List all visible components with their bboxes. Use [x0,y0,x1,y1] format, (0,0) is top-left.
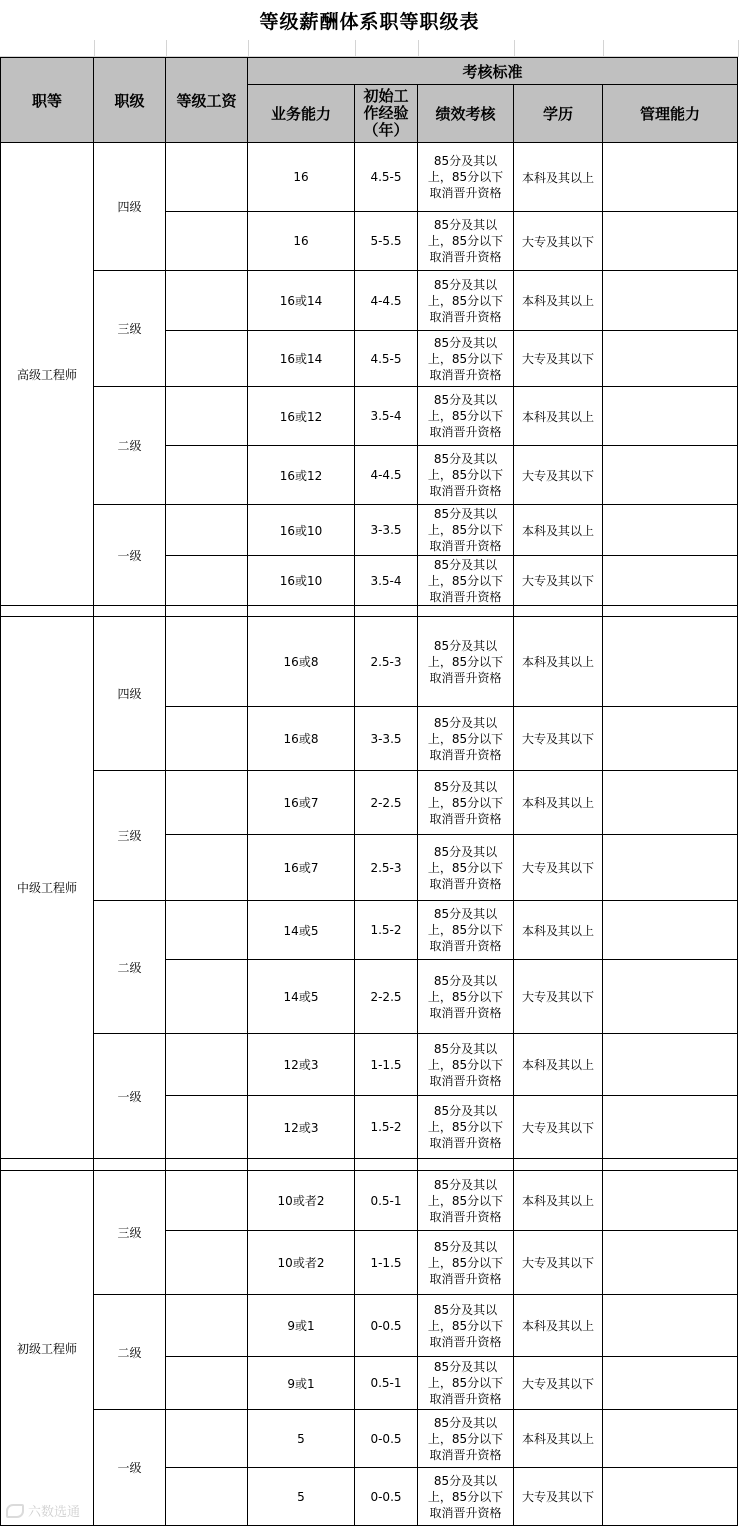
business-cell[interactable]: 16或12 [248,446,355,505]
salary-cell[interactable] [166,212,248,271]
salary-cell[interactable] [166,556,248,606]
salary-cell[interactable] [166,505,248,556]
education-cell[interactable]: 本科及其以上 [514,771,603,835]
separator-cell[interactable] [514,1159,603,1171]
management-cell[interactable] [603,212,738,271]
performance-cell[interactable]: 85分及其以上，85分以下取消晋升资格 [418,1295,514,1357]
performance-cell[interactable]: 85分及其以上，85分以下取消晋升资格 [418,446,514,505]
management-cell[interactable] [603,960,738,1034]
header-education[interactable]: 学历 [514,85,603,143]
level-cell[interactable]: 三级 [94,1171,166,1295]
empty-cell[interactable] [603,40,739,57]
salary-cell[interactable] [166,143,248,212]
empty-cell[interactable] [248,40,356,57]
separator-cell[interactable] [0,606,94,617]
experience-cell[interactable]: 3-3.5 [355,707,418,771]
education-cell[interactable]: 大专及其以下 [514,1468,603,1526]
performance-cell[interactable]: 85分及其以上，85分以下取消晋升资格 [418,617,514,707]
experience-cell[interactable]: 0-0.5 [355,1295,418,1357]
experience-cell[interactable]: 5-5.5 [355,212,418,271]
separator-cell[interactable] [418,1159,514,1171]
education-cell[interactable]: 本科及其以上 [514,617,603,707]
experience-cell[interactable]: 3.5-4 [355,387,418,446]
management-cell[interactable] [603,1295,738,1357]
salary-cell[interactable] [166,1468,248,1526]
separator-cell[interactable] [355,606,418,617]
education-cell[interactable]: 大专及其以下 [514,1357,603,1410]
level-cell[interactable]: 一级 [94,1034,166,1159]
performance-cell[interactable]: 85分及其以上，85分以下取消晋升资格 [418,1034,514,1096]
experience-cell[interactable]: 2.5-3 [355,617,418,707]
separator-cell[interactable] [418,606,514,617]
experience-cell[interactable]: 0.5-1 [355,1357,418,1410]
header-grade[interactable]: 职等 [0,57,94,143]
experience-cell[interactable]: 2-2.5 [355,771,418,835]
header-salary[interactable]: 等级工资 [166,57,248,143]
education-cell[interactable]: 本科及其以上 [514,1410,603,1468]
management-cell[interactable] [603,331,738,387]
management-cell[interactable] [603,556,738,606]
level-cell[interactable]: 三级 [94,271,166,387]
business-cell[interactable]: 16 [248,212,355,271]
empty-cell[interactable] [355,40,419,57]
business-cell[interactable]: 14或5 [248,901,355,960]
education-cell[interactable]: 本科及其以上 [514,901,603,960]
header-criteria[interactable]: 考核标准 [248,57,738,85]
watermark-logo-icon [6,1504,24,1518]
separator-cell[interactable] [248,1159,355,1171]
header-business[interactable]: 业务能力 [248,85,355,143]
level-cell[interactable]: 一级 [94,1410,166,1526]
education-cell[interactable]: 大专及其以下 [514,556,603,606]
education-cell[interactable]: 本科及其以上 [514,1171,603,1231]
performance-cell[interactable]: 85分及其以上，85分以下取消晋升资格 [418,212,514,271]
performance-cell[interactable]: 85分及其以上，85分以下取消晋升资格 [418,143,514,212]
business-cell[interactable]: 9或1 [248,1295,355,1357]
performance-cell[interactable]: 85分及其以上，85分以下取消晋升资格 [418,331,514,387]
page-title: 等级薪酬体系职等职级表 [259,10,480,33]
level-cell[interactable]: 三级 [94,771,166,901]
empty-cell[interactable] [94,40,167,57]
watermark [6,1501,80,1520]
performance-cell[interactable]: 85分及其以上，85分以下取消晋升资格 [418,835,514,901]
performance-cell[interactable]: 85分及其以上，85分以下取消晋升资格 [418,271,514,331]
experience-cell[interactable]: 3-3.5 [355,505,418,556]
business-cell[interactable]: 12或3 [248,1096,355,1159]
performance-cell[interactable]: 85分及其以上，85分以下取消晋升资格 [418,1468,514,1526]
experience-cell[interactable]: 1.5-2 [355,1096,418,1159]
business-cell[interactable]: 16或12 [248,387,355,446]
salary-cell[interactable] [166,1171,248,1231]
business-cell[interactable]: 16或8 [248,617,355,707]
business-cell[interactable]: 10或者2 [248,1171,355,1231]
education-cell[interactable]: 大专及其以下 [514,212,603,271]
business-cell[interactable]: 9或1 [248,1357,355,1410]
salary-cell[interactable] [166,960,248,1034]
experience-cell[interactable]: 4-4.5 [355,271,418,331]
salary-cell[interactable] [166,1357,248,1410]
separator-cell[interactable] [0,1159,94,1171]
performance-cell[interactable]: 85分及其以上，85分以下取消晋升资格 [418,1231,514,1295]
education-cell[interactable]: 大专及其以下 [514,446,603,505]
management-cell[interactable] [603,387,738,446]
separator-cell[interactable] [603,1159,738,1171]
performance-cell[interactable]: 85分及其以上，85分以下取消晋升资格 [418,960,514,1034]
separator-cell[interactable] [248,606,355,617]
education-cell[interactable]: 大专及其以下 [514,1096,603,1159]
performance-cell[interactable]: 85分及其以上，85分以下取消晋升资格 [418,556,514,606]
education-cell[interactable]: 本科及其以上 [514,387,603,446]
business-cell[interactable]: 16或7 [248,835,355,901]
experience-cell[interactable]: 4-4.5 [355,446,418,505]
business-cell[interactable]: 16 [248,143,355,212]
business-cell[interactable]: 16或14 [248,271,355,331]
salary-cell[interactable] [166,271,248,331]
management-cell[interactable] [603,271,738,331]
header-level[interactable]: 职级 [94,57,166,143]
experience-cell[interactable]: 1-1.5 [355,1034,418,1096]
business-cell[interactable]: 12或3 [248,1034,355,1096]
grade-cell[interactable]: 初级工程师 [0,1171,94,1526]
business-cell[interactable]: 16或10 [248,505,355,556]
level-cell[interactable]: 四级 [94,143,166,271]
business-cell[interactable]: 16或14 [248,331,355,387]
education-cell[interactable]: 本科及其以上 [514,1295,603,1357]
level-cell[interactable]: 二级 [94,387,166,505]
salary-cell[interactable] [166,617,248,707]
performance-cell[interactable]: 85分及其以上，85分以下取消晋升资格 [418,901,514,960]
salary-cell[interactable] [166,901,248,960]
education-cell[interactable]: 大专及其以下 [514,707,603,771]
management-cell[interactable] [603,505,738,556]
experience-cell[interactable]: 2.5-3 [355,835,418,901]
business-cell[interactable]: 16或10 [248,556,355,606]
experience-cell[interactable]: 0-0.5 [355,1468,418,1526]
salary-cell[interactable] [166,331,248,387]
separator-cell[interactable] [355,1159,418,1171]
salary-cell[interactable] [166,1295,248,1357]
performance-cell[interactable]: 85分及其以上，85分以下取消晋升资格 [418,1357,514,1410]
experience-cell[interactable]: 0.5-1 [355,1171,418,1231]
business-cell[interactable]: 10或者2 [248,1231,355,1295]
business-cell[interactable]: 5 [248,1468,355,1526]
level-cell[interactable]: 二级 [94,901,166,1034]
management-cell[interactable] [603,143,738,212]
empty-cell[interactable] [418,40,515,57]
management-cell[interactable] [603,1357,738,1410]
level-cell[interactable]: 二级 [94,1295,166,1410]
management-cell[interactable] [603,901,738,960]
separator-cell[interactable] [166,1159,248,1171]
level-cell[interactable]: 四级 [94,617,166,771]
education-cell[interactable]: 本科及其以上 [514,1034,603,1096]
experience-cell[interactable]: 3.5-4 [355,556,418,606]
level-cell[interactable]: 一级 [94,505,166,606]
empty-cell[interactable] [514,40,604,57]
salary-cell[interactable] [166,446,248,505]
header-management[interactable]: 管理能力 [603,85,738,143]
salary-cell[interactable] [166,1034,248,1096]
separator-cell[interactable] [603,606,738,617]
grade-cell[interactable]: 中级工程师 [0,617,94,1159]
separator-cell[interactable] [514,606,603,617]
empty-cell[interactable] [166,40,249,57]
performance-cell[interactable]: 85分及其以上，85分以下取消晋升资格 [418,1410,514,1468]
management-cell[interactable] [603,1231,738,1295]
salary-cell[interactable] [166,771,248,835]
education-cell[interactable]: 本科及其以上 [514,505,603,556]
experience-cell[interactable]: 1.5-2 [355,901,418,960]
management-cell[interactable] [603,446,738,505]
business-cell[interactable]: 16或7 [248,771,355,835]
header-performance[interactable]: 绩效考核 [418,85,514,143]
separator-cell[interactable] [94,1159,166,1171]
salary-cell[interactable] [166,1231,248,1295]
education-cell[interactable]: 本科及其以上 [514,143,603,212]
education-cell[interactable]: 本科及其以上 [514,271,603,331]
experience-cell[interactable]: 4.5-5 [355,143,418,212]
business-cell[interactable]: 5 [248,1410,355,1468]
salary-cell[interactable] [166,707,248,771]
salary-cell[interactable] [166,1096,248,1159]
empty-cell[interactable] [0,40,95,57]
salary-cell[interactable] [166,835,248,901]
performance-cell[interactable]: 85分及其以上，85分以下取消晋升资格 [418,707,514,771]
experience-cell[interactable]: 2-2.5 [355,960,418,1034]
management-cell[interactable] [603,617,738,707]
education-cell[interactable]: 大专及其以下 [514,331,603,387]
performance-cell[interactable]: 85分及其以上，85分以下取消晋升资格 [418,387,514,446]
performance-cell[interactable]: 85分及其以上，85分以下取消晋升资格 [418,505,514,556]
management-cell[interactable] [603,771,738,835]
experience-cell[interactable]: 0-0.5 [355,1410,418,1468]
management-cell[interactable] [603,1034,738,1096]
header-experience[interactable]: 初始工作经验（年） [355,85,418,143]
grade-cell[interactable]: 高级工程师 [0,143,94,606]
experience-cell[interactable]: 1-1.5 [355,1231,418,1295]
education-cell[interactable]: 大专及其以下 [514,960,603,1034]
experience-cell[interactable]: 4.5-5 [355,331,418,387]
management-cell[interactable] [603,1410,738,1468]
performance-cell[interactable]: 85分及其以上，85分以下取消晋升资格 [418,1096,514,1159]
performance-cell[interactable]: 85分及其以上，85分以下取消晋升资格 [418,1171,514,1231]
management-cell[interactable] [603,1468,738,1526]
management-cell[interactable] [603,835,738,901]
performance-cell[interactable]: 85分及其以上，85分以下取消晋升资格 [418,771,514,835]
salary-cell[interactable] [166,1410,248,1468]
education-cell[interactable]: 大专及其以下 [514,835,603,901]
watermark-text: 六数选通 [28,1505,81,1520]
business-cell[interactable]: 14或5 [248,960,355,1034]
business-cell[interactable]: 16或8 [248,707,355,771]
management-cell[interactable] [603,1096,738,1159]
separator-cell[interactable] [94,606,166,617]
management-cell[interactable] [603,1171,738,1231]
management-cell[interactable] [603,707,738,771]
education-cell[interactable]: 大专及其以下 [514,1231,603,1295]
separator-cell[interactable] [166,606,248,617]
salary-cell[interactable] [166,387,248,446]
